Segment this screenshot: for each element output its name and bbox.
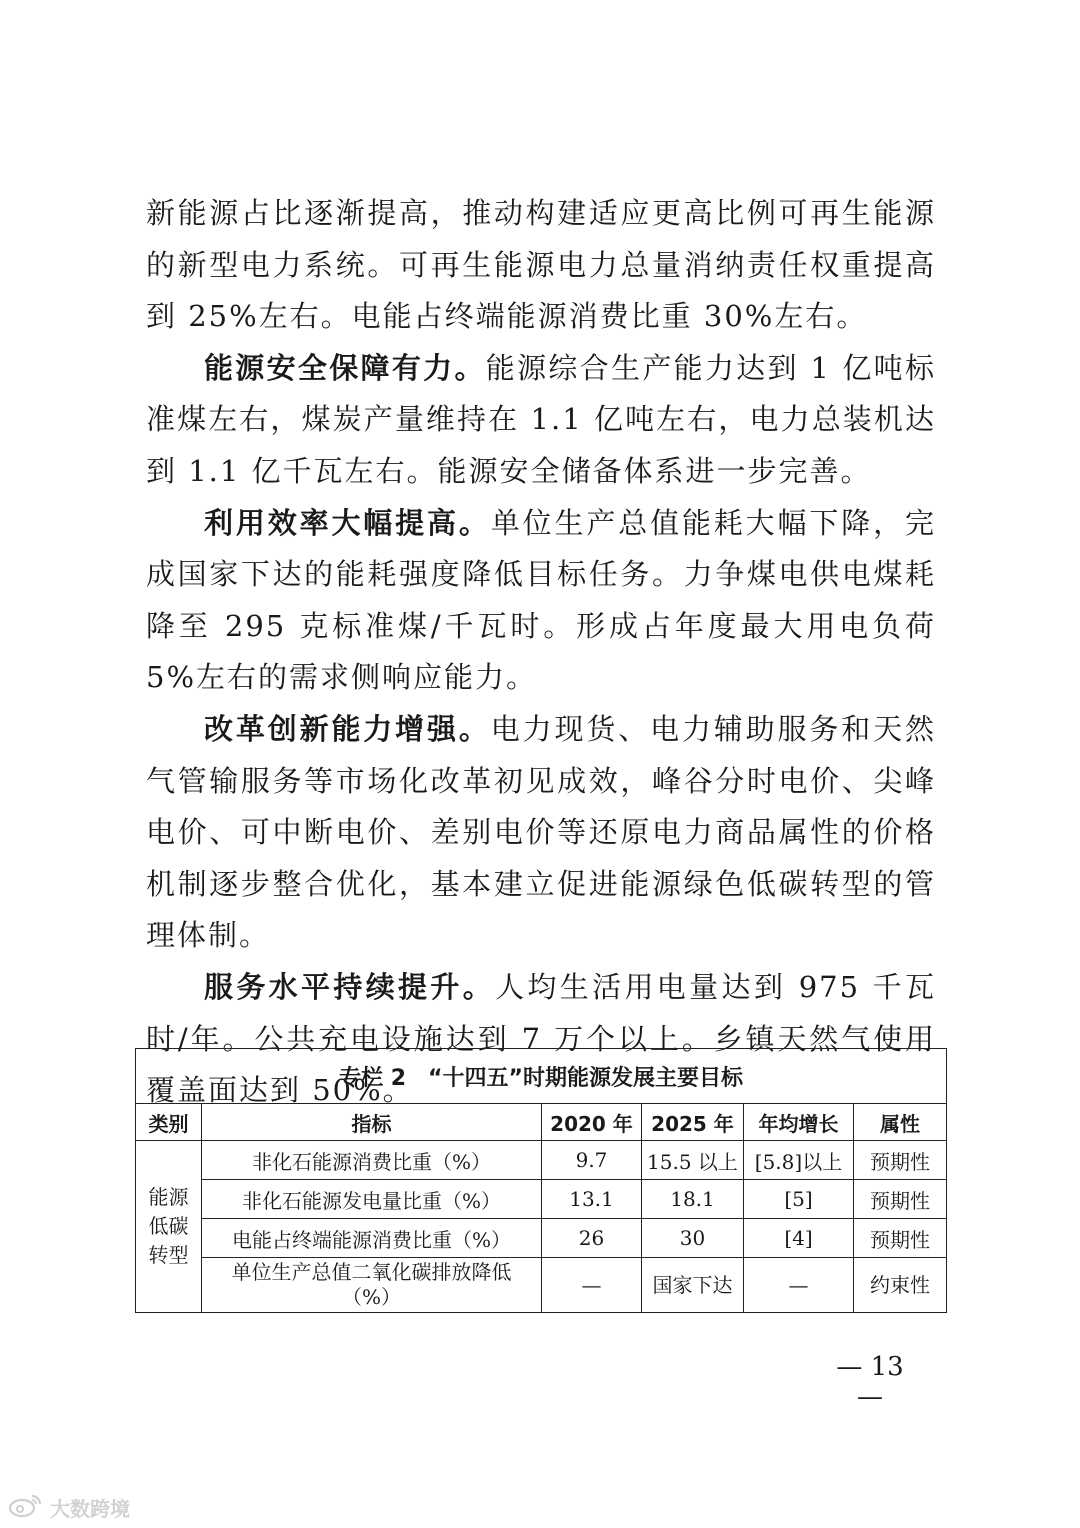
paragraph-text: 人均生活用电量达到 975 千瓦时/年。公共充电设施达到 7 万个以上。乡镇天然气使用覆盖面达到 50%。 [146, 969, 936, 1108]
header-indicator: 指标 [202, 1104, 542, 1141]
value-2025-cell: 30 [642, 1219, 744, 1258]
paragraph-text: 单位生产总值能耗大幅下降，完成国家下达的能耗强度降低目标任务。力争煤电供电煤耗降至 295 克标准煤/千瓦时。形成占年度最大用电负荷 5%左右的需求侧响应能力。 [146, 505, 936, 695]
paragraph-lead: 能源安全保障有力。 [204, 350, 486, 385]
growth-cell: [5] [744, 1180, 854, 1219]
indicator-text: 单位生产总值二氧化碳排放降低（%） [231, 1260, 512, 1309]
growth-cell: — [744, 1258, 854, 1313]
paragraph-3 [146, 498, 936, 704]
header-2020: 2020 年 [542, 1104, 642, 1141]
value-2020-cell: — [542, 1258, 642, 1313]
value-2020-cell: 26 [542, 1219, 642, 1258]
table-header-row [136, 1104, 947, 1141]
header-category: 类别 [136, 1104, 202, 1141]
paragraph-text: 电力现货、电力辅助服务和天然气管输服务等市场化改革初见成效，峰谷分时电价、尖峰电价、可中断电价、差别电价等还原电力商品属性的价格机制逐步整合优化，基本建立促进能源绿色低碳转型的管理体制。 [146, 711, 936, 953]
value-2020-cell: 13.1 [542, 1180, 642, 1219]
paragraph-2 [146, 343, 936, 498]
attribute-cell: 预期性 [854, 1180, 947, 1219]
indicator-cell: 电能占终端能源消费比重（%） [202, 1219, 542, 1258]
table-caption: 专栏 2 “十四五”时期能源发展主要目标 [136, 1049, 947, 1104]
attribute-cell: 预期性 [854, 1219, 947, 1258]
watermark [8, 1492, 130, 1523]
attribute-cell: 预期性 [854, 1141, 947, 1180]
table-row [136, 1219, 947, 1258]
attribute-cell: 约束性 [854, 1258, 947, 1313]
paragraph-lead: 服务水平持续提升。 [204, 969, 496, 1004]
table-row [136, 1258, 947, 1313]
value-2025-cell: 15.5 以上 [642, 1141, 744, 1180]
table-row [136, 1141, 947, 1180]
header-attribute: 属性 [854, 1104, 947, 1141]
category-label: 能源低碳转型 [148, 1185, 189, 1267]
indicator-cell: 非化石能源消费比重（%） [202, 1141, 542, 1180]
targets-table [135, 1048, 947, 1313]
value-2025-cell: 国家下达 [642, 1258, 744, 1313]
paragraph-1 [146, 188, 936, 343]
indicator-cell [202, 1258, 542, 1313]
paragraph-text: 能源综合生产能力达到 1 亿吨标准煤左右，煤炭产量维持在 1.1 亿吨左右，电力总装机达到 1.1 亿千瓦左右。能源安全储备体系进一步完善。 [146, 350, 936, 488]
growth-cell: [5.8]以上 [744, 1141, 854, 1180]
header-growth: 年均增长 [744, 1104, 854, 1141]
value-2025-cell: 18.1 [642, 1180, 744, 1219]
paragraph-lead: 利用效率大幅提高。 [204, 505, 491, 540]
body-text [146, 188, 936, 1117]
growth-cell: [4] [744, 1219, 854, 1258]
indicator-cell: 非化石能源发电量比重（%） [202, 1180, 542, 1219]
paragraph-text: 新能源占比逐渐提高，推动构建适应更高比例可再生能源的新型电力系统。可再生能源电力总量消纳责任权重提高到 25%左右。电能占终端能源消费比重 30%左右。 [146, 196, 936, 334]
page-number: — 13 — [836, 1352, 904, 1412]
paragraph-lead: 改革创新能力增强。 [204, 711, 491, 746]
header-2025: 2025 年 [642, 1104, 744, 1141]
paragraph-4 [146, 704, 936, 962]
value-2020-cell: 9.7 [542, 1141, 642, 1180]
weibo-logo-icon [8, 1492, 44, 1523]
table-row [136, 1180, 947, 1219]
watermark-text: 大数跨境 [50, 1497, 130, 1521]
category-cell [136, 1141, 202, 1313]
